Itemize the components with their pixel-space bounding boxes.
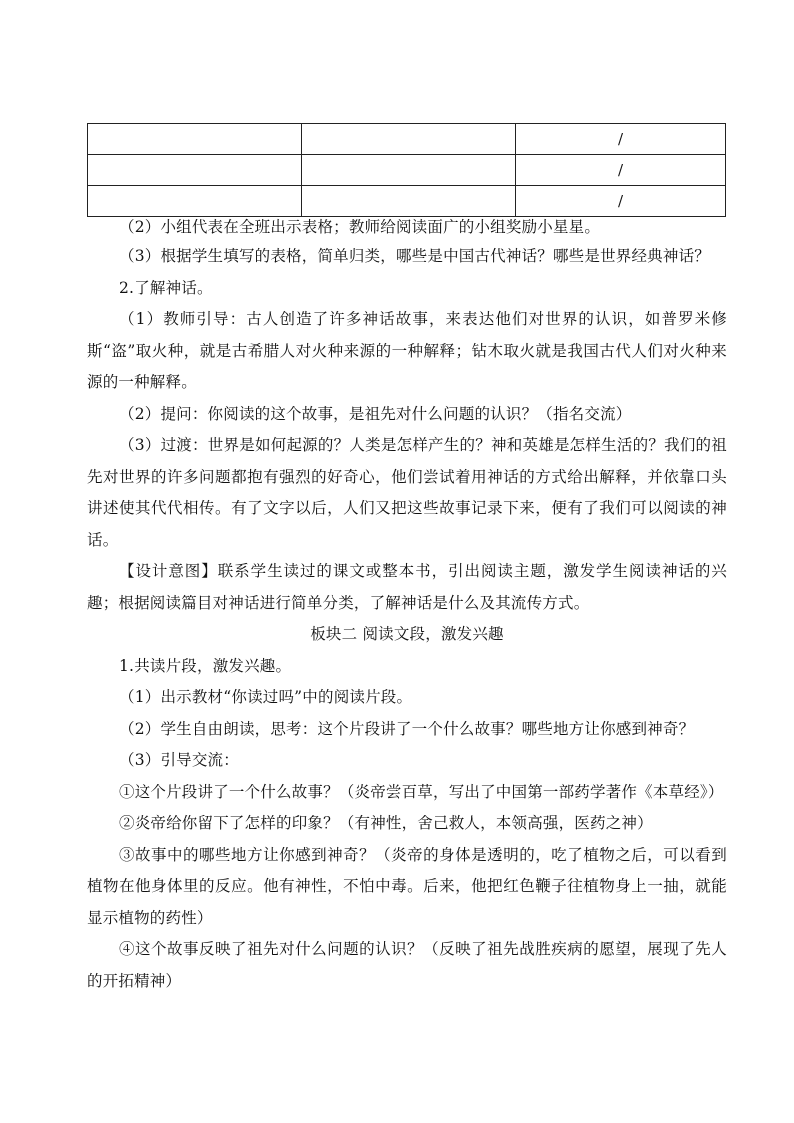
table-row: [88, 155, 726, 186]
table-cell: /: [516, 155, 726, 186]
paragraph: 2.了解神话。: [119, 278, 213, 297]
table-cell: [88, 124, 302, 155]
paragraph: ③故事中的哪些地方让你感到神奇？（炎帝的身体是透明的，吃了植物之后，可以看到植物在他身体里的反应。他有神性，不怕中毒。后来，他把红色鞭子往植物身上一抽，就能显示植物的药性）: [87, 845, 727, 927]
table-cell: [302, 124, 516, 155]
paragraph: （3）引导交流：: [119, 751, 239, 769]
paragraph: 1.共读片段，激发兴趣。: [119, 656, 292, 675]
table-row: [88, 124, 726, 155]
table-cell: [88, 155, 302, 186]
paragraph: ②炎帝给你留下了怎样的印象？（有神性，舍己救人，本领高强，医药之神）: [119, 814, 653, 832]
table-cell: [302, 186, 516, 217]
paragraph: （1）出示教材“你读过吗”中的阅读片段。: [119, 688, 413, 706]
paragraph: （3）根据学生填写的表格，简单归类，哪些是中国古代神话？哪些是世界经典神话？: [119, 247, 710, 265]
paragraph: （1）教师引导：古人创造了许多神话故事，来表达他们对世界的认识，如普罗米修斯“盗”取火种，就是古希腊人对火种来源的一种解释；钻木取火就是我国古代人们对火种来源的一种解释。: [87, 310, 727, 391]
table-cell: /: [516, 124, 726, 155]
table-row: [88, 186, 726, 217]
section-heading: 板块二 阅读文段，激发兴趣: [310, 625, 504, 643]
table-cell: /: [516, 186, 726, 217]
body-text: [87, 214, 727, 997]
reading-table: [87, 123, 726, 217]
paragraph: ④这个故事反映了祖先对什么问题的认识？（反映了祖先战胜疾病的愿望，展现了先人的开拓精神）: [87, 940, 727, 990]
paragraph: （2）小组代表在全班出示表格；教师给阅读面广的小组奖励小星星。: [119, 218, 601, 236]
table-cell: [88, 186, 302, 217]
paragraph: （2）提问：你阅读的这个故事，是祖先对什么问题的认识？（指名交流）: [119, 404, 632, 423]
paragraph: （3）过渡：世界是如何起源的？人类是怎样产生的？神和英雄是怎样生活的？我们的祖先对世界的许多问题都抱有强烈的好奇心，他们尝试着用神话的方式给出解释，并依靠口头讲述使其代代相传。有了文字以后，人们又把这些故事记录下来，便有了我们可以阅读的神话。: [87, 436, 727, 549]
paragraph: ①这个片段讲了一个什么故事？（炎帝尝百草，写出了中国第一部药学著作《本草经》）: [119, 782, 724, 801]
table-cell: [302, 155, 516, 186]
design-intent-paragraph: 【设计意图】联系学生读过的课文或整本书，引出阅读主题，激发学生阅读神话的兴趣；根据阅读篇目对神话进行简单分类，了解神话是什么及其流传方式。: [87, 562, 727, 612]
paragraph: （2）学生自由朗读，思考：这个片段讲了一个什么故事？哪些地方让你感到神奇？: [119, 719, 695, 738]
